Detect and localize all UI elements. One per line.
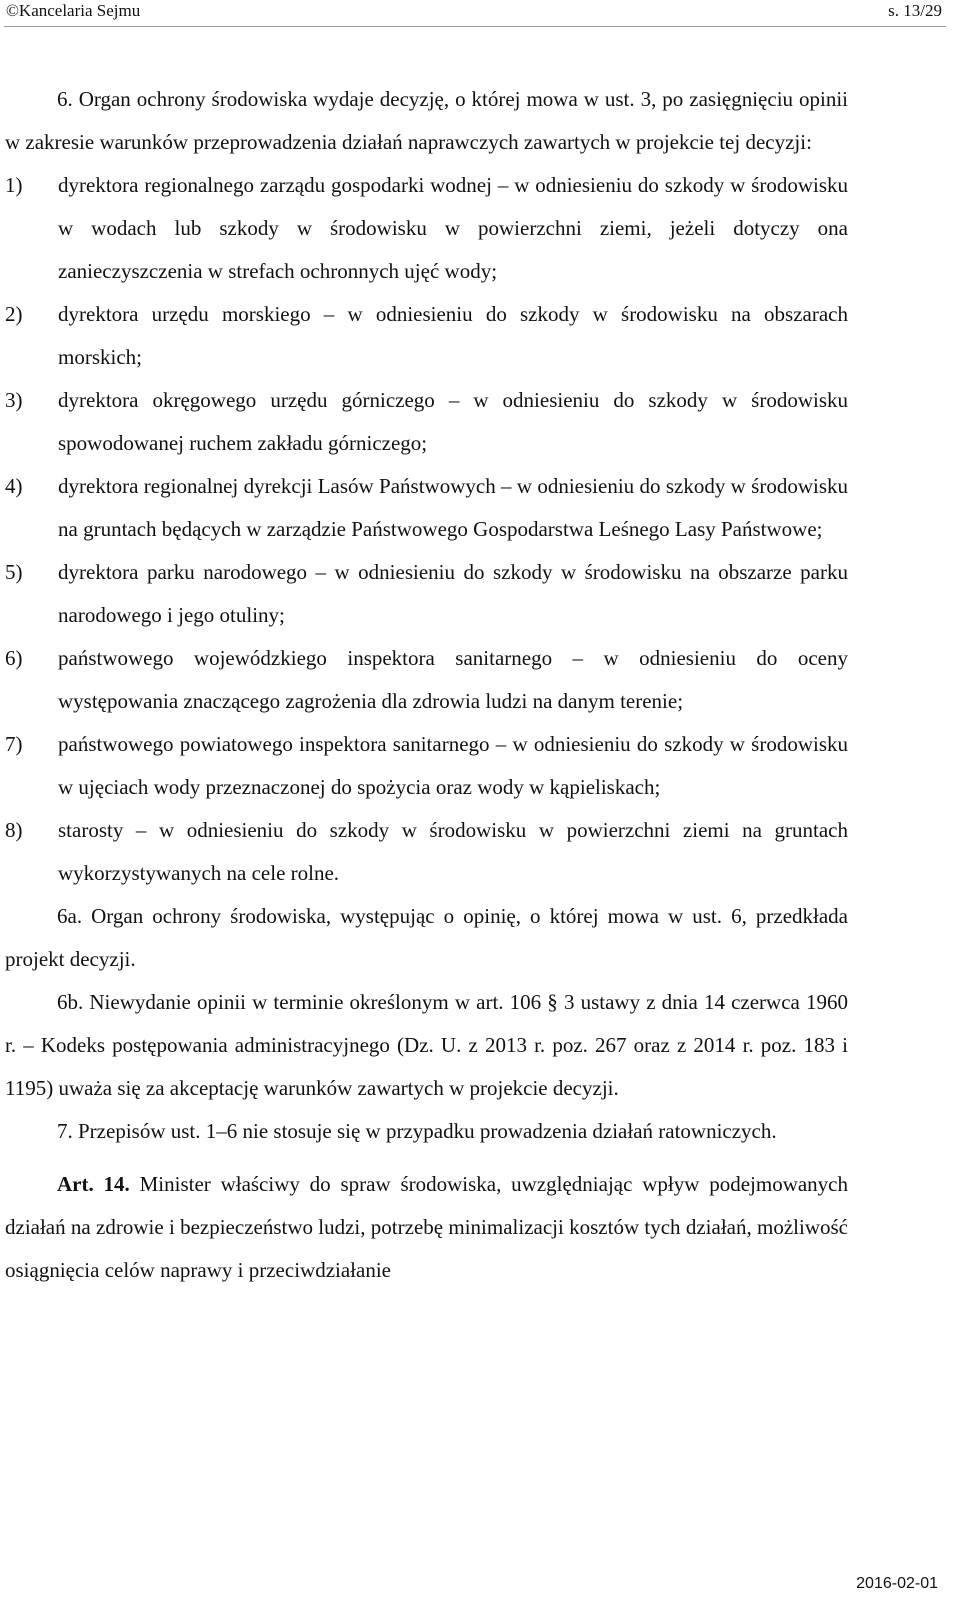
page-header	[4, 0, 946, 27]
list-item-number: 6)	[5, 646, 23, 670]
list-item	[5, 723, 848, 809]
list-item	[5, 379, 848, 465]
list-item-text: państwowego powiatowego inspektora sanitarnego – w odniesieniu do szkody w środowisku w ujęciach wody przeznaczonej do spożycia oraz wody w kąpieliskach;	[58, 732, 848, 799]
article-14-label: Art. 14.	[57, 1172, 130, 1196]
list-item-text: dyrektora regionalnego zarządu gospodarki wodnej – w odniesieniu do szkody w środowisku w wodach lub szkody w środowisku w powierzchni ziemi, jeżeli dotyczy ona zanieczyszczenia w strefach ochronnych ujęć wody;	[58, 173, 848, 283]
list-item-number: 1)	[5, 173, 23, 197]
list-item-number: 5)	[5, 560, 23, 584]
list-item	[5, 551, 848, 637]
document-body	[5, 78, 848, 1292]
paragraph-6: 6. Organ ochrony środowiska wydaje decyzję, o której mowa w ust. 3, po zasięgnięciu opinii w zakresie warunków przeprowadzenia działań naprawczych zawartych w projekcie tej decyzji:	[5, 87, 848, 154]
list-item-number: 4)	[5, 474, 23, 498]
list-item-text: dyrektora urzędu morskiego – w odniesieniu do szkody w środowisku na obszarach morskich;	[58, 302, 848, 369]
list-item-number: 8)	[5, 818, 23, 842]
header-page-number: s. 13/29	[888, 1, 942, 20]
list-item-text: państwowego wojewódzkiego inspektora sanitarnego – w odniesieniu do oceny występowania znaczącego zagrożenia dla zdrowia ludzi na danym terenie;	[58, 646, 848, 713]
list-item	[5, 637, 848, 723]
list-item	[5, 164, 848, 293]
list-item-text: starosty – w odniesieniu do szkody w środowisku w powierzchni ziemi na gruntach wykorzystywanych na cele rolne.	[58, 818, 848, 885]
list-item-number: 3)	[5, 388, 23, 412]
article-14-text: Minister właściwy do spraw środowiska, uwzględniając wpływ podejmowanych działań na zdrowie i bezpieczeństwo ludzi, potrzebę minimalizacji kosztów tych działań, możliwość osiągnięcia celów naprawy i przeciwdziałanie	[5, 1172, 848, 1282]
list-item-text: dyrektora regionalnej dyrekcji Lasów Państwowych – w odniesieniu do szkody w środowisku na gruntach będących w zarządzie Państwowego Gospodarstwa Leśnego Lasy Państwowe;	[58, 474, 848, 541]
list-item-number: 7)	[5, 732, 23, 756]
header-source: ©Kancelaria Sejmu	[6, 1, 141, 20]
article-spacer	[5, 1153, 848, 1163]
list-item-number: 2)	[5, 302, 23, 326]
list-item-text: dyrektora parku narodowego – w odniesieniu do szkody w środowisku na obszarze parku narodowego i jego otuliny;	[58, 560, 848, 627]
paragraph-6a: 6a. Organ ochrony środowiska, występując o opinię, o której mowa w ust. 6, przedkłada projekt decyzji.	[5, 904, 848, 971]
list-item	[5, 465, 848, 551]
list-item-text: dyrektora okręgowego urzędu górniczego – w odniesieniu do szkody w środowisku spowodowanej ruchem zakładu górniczego;	[58, 388, 848, 455]
list-item	[5, 293, 848, 379]
list-item	[5, 809, 848, 895]
paragraph-7: 7. Przepisów ust. 1–6 nie stosuje się w przypadku prowadzenia działań ratowniczych.	[57, 1119, 777, 1143]
article-14	[5, 1163, 848, 1292]
paragraph-6b: 6b. Niewydanie opinii w terminie określonym w art. 106 § 3 ustawy z dnia 14 czerwca 1960 r. – Kodeks postępowania administracyjnego (Dz. U. z 2013 r. poz. 267 oraz z 2014 r. poz. 183 i 1195) uważa się za akceptację warunków zawartych w projekcie decyzji.	[5, 990, 848, 1100]
footer-date: 2016-02-01	[856, 1575, 938, 1592]
